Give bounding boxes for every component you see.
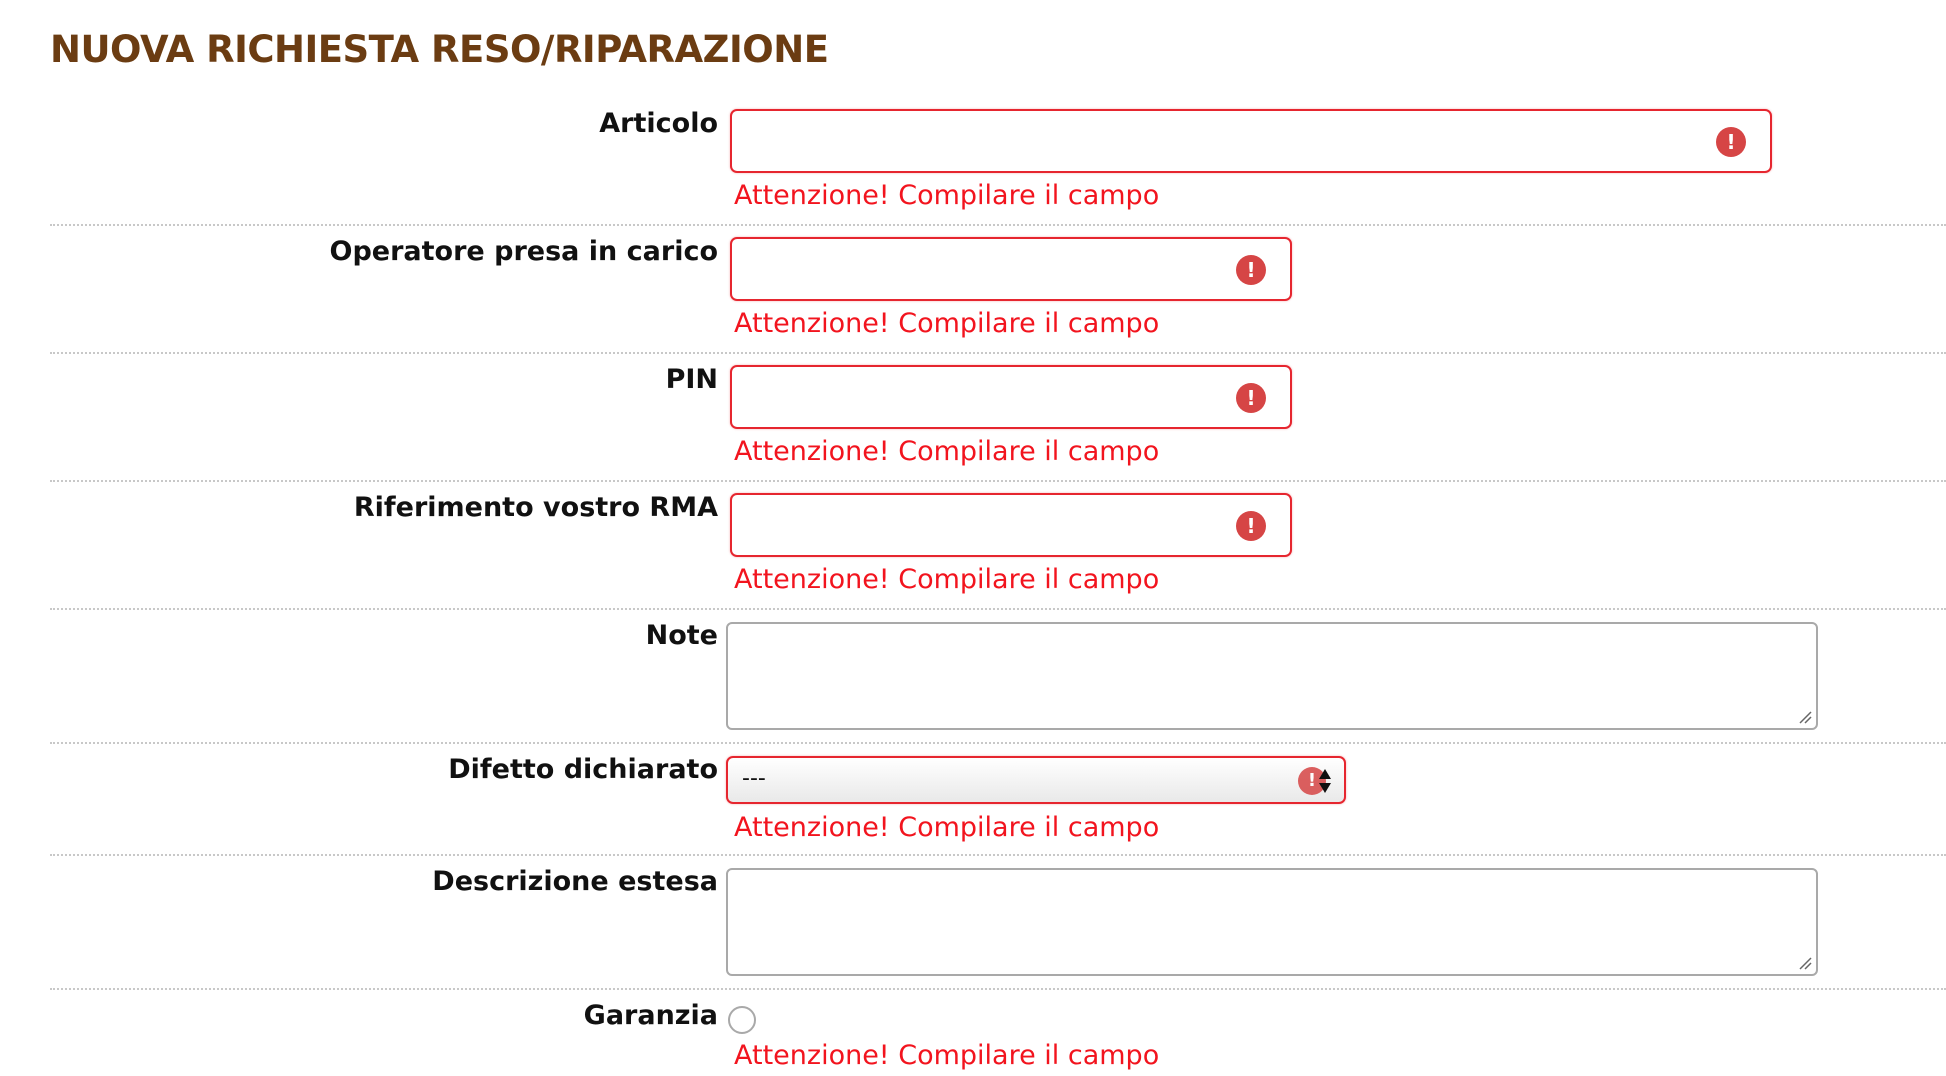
operatore-input[interactable] (732, 239, 1290, 299)
resize-grip-icon[interactable] (1798, 710, 1812, 724)
divider (50, 224, 1946, 226)
articolo-label: Articolo (599, 108, 718, 139)
descrizione-textarea[interactable] (726, 868, 1818, 976)
garanzia-radio[interactable] (728, 1006, 756, 1034)
exclamation-circle-icon: ! (1236, 511, 1266, 541)
articolo-field[interactable] (730, 109, 1772, 173)
divider (50, 480, 1946, 482)
page-title: NUOVA RICHIESTA RESO/RIPARAZIONE (50, 28, 829, 71)
difetto-selected-value: --- (742, 766, 766, 791)
descrizione-input[interactable] (728, 870, 1816, 974)
resize-grip-icon[interactable] (1798, 956, 1812, 970)
pin-label: PIN (665, 364, 718, 395)
difetto-label: Difetto dichiarato (448, 754, 718, 785)
descrizione-label: Descrizione estesa (432, 866, 718, 897)
pin-field[interactable] (730, 365, 1292, 429)
divider (50, 854, 1946, 856)
articolo-error: Attenzione! Compilare il campo (734, 180, 1160, 211)
garanzia-error: Attenzione! Compilare il campo (734, 1040, 1160, 1071)
operatore-error: Attenzione! Compilare il campo (734, 308, 1160, 339)
exclamation-circle-icon: ! (1716, 127, 1746, 157)
garanzia-label: Garanzia (583, 1000, 718, 1031)
articolo-input[interactable] (732, 111, 1770, 171)
divider (50, 742, 1946, 744)
rif-rma-input[interactable] (732, 495, 1290, 555)
exclamation-circle-icon: ! (1236, 383, 1266, 413)
exclamation-circle-icon: ! (1298, 767, 1326, 795)
pin-error: Attenzione! Compilare il campo (734, 436, 1160, 467)
divider (50, 352, 1946, 354)
operatore-label: Operatore presa in carico (329, 236, 718, 267)
note-textarea[interactable] (726, 622, 1818, 730)
operatore-field[interactable] (730, 237, 1292, 301)
difetto-error: Attenzione! Compilare il campo (734, 812, 1160, 843)
divider (50, 608, 1946, 610)
rif-rma-field[interactable] (730, 493, 1292, 557)
exclamation-circle-icon: ! (1236, 255, 1266, 285)
rif-rma-error: Attenzione! Compilare il campo (734, 564, 1160, 595)
note-label: Note (645, 620, 718, 651)
divider (50, 988, 1946, 990)
note-input[interactable] (728, 624, 1816, 728)
difetto-select[interactable] (726, 756, 1346, 804)
rif-rma-label: Riferimento vostro RMA (353, 492, 718, 523)
up-down-arrows-icon (1318, 767, 1332, 795)
pin-input[interactable] (732, 367, 1290, 427)
